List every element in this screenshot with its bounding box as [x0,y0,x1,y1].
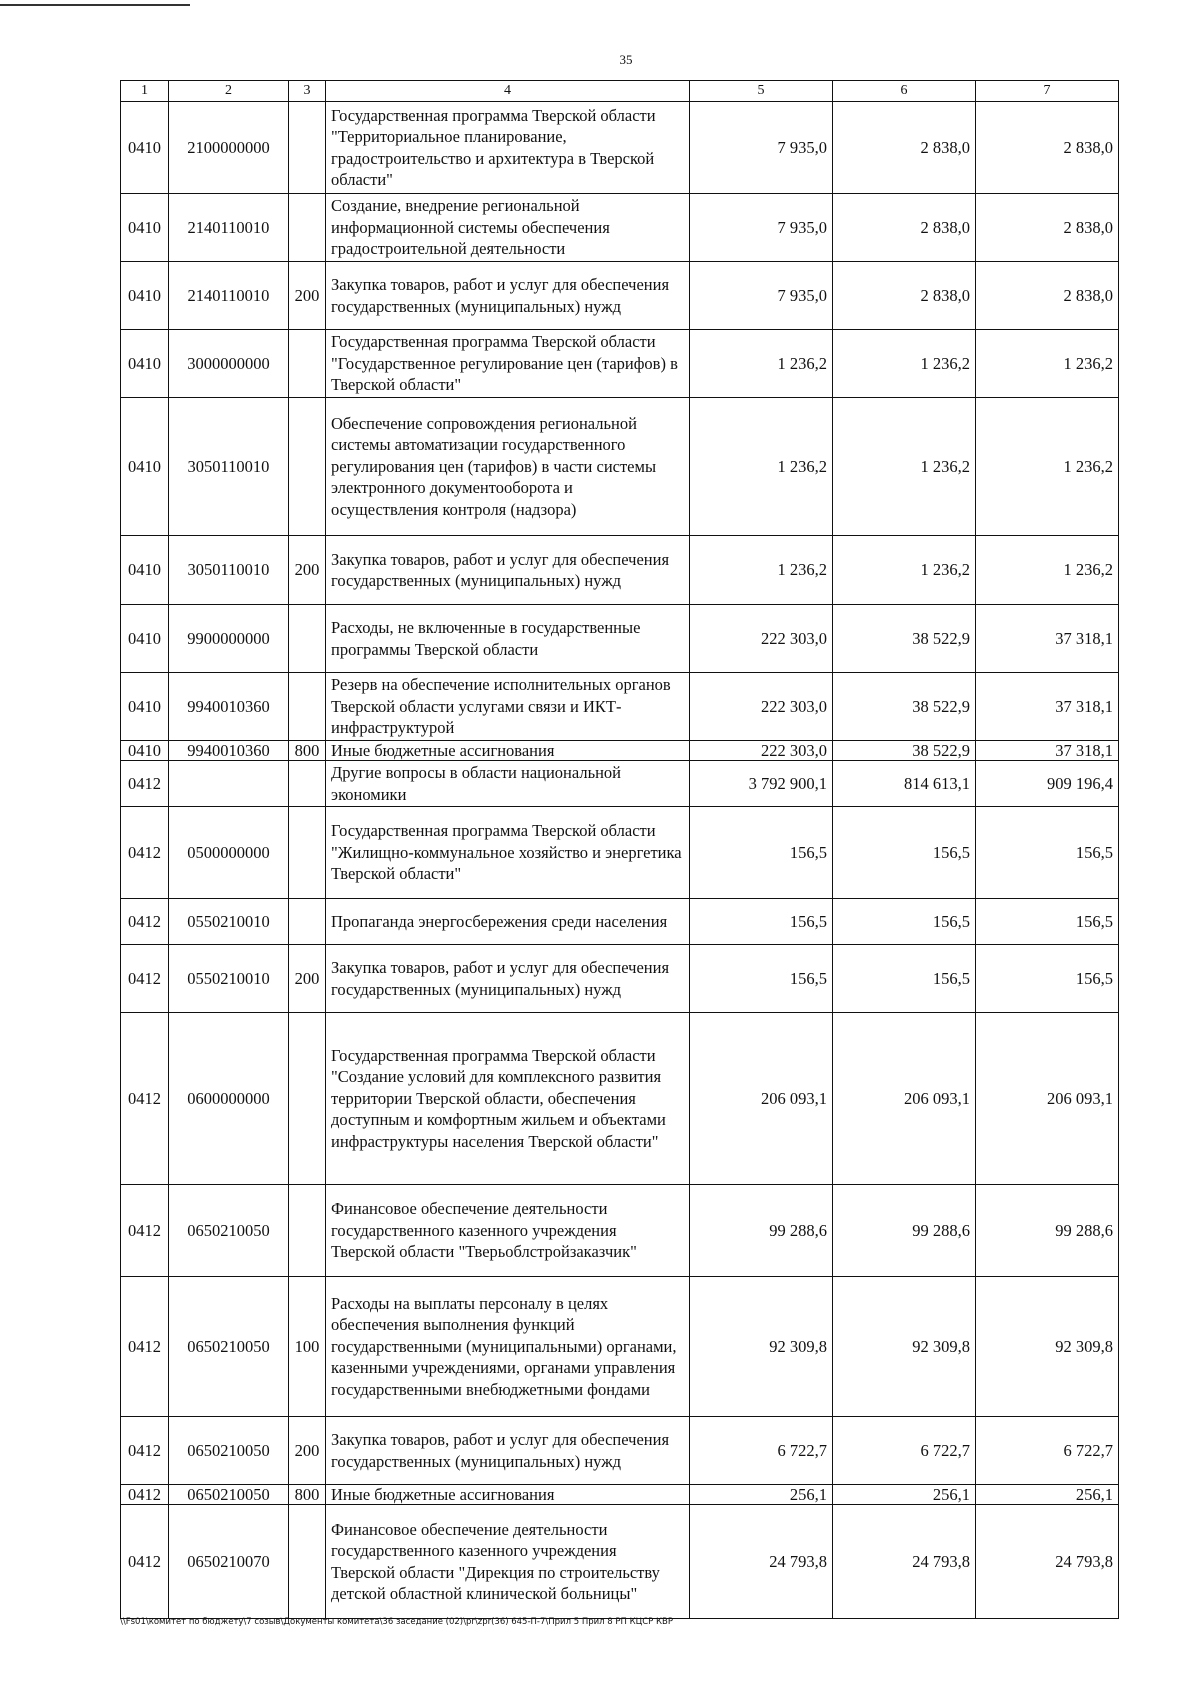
amount-year-1: 1 236,2 [690,536,833,605]
table-row [121,1417,1119,1485]
amount-year-1: 7 935,0 [690,262,833,330]
table-row [121,194,1119,262]
section-code: 0410 [121,536,169,605]
target-code: 2100000000 [169,102,289,194]
item-name: Создание, внедрение региональной информационной системы обеспечения градостроительной деятельности [326,194,690,262]
expense-type-code [289,330,326,398]
top-left-rule [0,4,190,6]
item-name: Финансовое обеспечение деятельности государственного казенного учреждения Тверской области "Тверьоблстройзаказчик" [326,1185,690,1277]
expense-type-code: 200 [289,1417,326,1485]
amount-year-3: 909 196,4 [976,761,1119,807]
page-number: 35 [619,52,633,67]
column-header: 4 [326,81,690,102]
amount-year-2: 256,1 [833,1485,976,1505]
expense-type-code: 800 [289,1485,326,1505]
amount-year-1: 6 722,7 [690,1417,833,1485]
table-row [121,1485,1119,1505]
amount-year-1: 1 236,2 [690,398,833,536]
column-header: 1 [121,81,169,102]
column-number-row [121,81,1119,102]
amount-year-3: 1 236,2 [976,536,1119,605]
table-row [121,330,1119,398]
amount-year-2: 99 288,6 [833,1185,976,1277]
amount-year-2: 1 236,2 [833,536,976,605]
item-name: Расходы на выплаты персоналу в целях обеспечения выполнения функций государственными (муниципальными) органами, казенными учреждениями, органами управления государственными внебюджетными фондами [326,1277,690,1417]
expense-type-code [289,761,326,807]
section-code: 0412 [121,1485,169,1505]
amount-year-1: 256,1 [690,1485,833,1505]
column-header: 5 [690,81,833,102]
amount-year-1: 222 303,0 [690,605,833,673]
amount-year-1: 7 935,0 [690,102,833,194]
item-name: Государственная программа Тверской области "Государственное регулирование цен (тарифов) в Тверской области" [326,330,690,398]
section-code: 0412 [121,1185,169,1277]
item-name: Другие вопросы в области национальной экономики [326,761,690,807]
table-row [121,1185,1119,1277]
item-name: Закупка товаров, работ и услуг для обеспечения государственных (муниципальных) нужд [326,536,690,605]
item-name: Расходы, не включенные в государственные программы Тверской области [326,605,690,673]
item-name: Иные бюджетные ассигнования [326,1485,690,1505]
table-row [121,1505,1119,1619]
target-code [169,761,289,807]
section-code: 0412 [121,1505,169,1619]
item-name: Резерв на обеспечение исполнительных органов Тверской области услугами связи и ИКТ-инфраструктурой [326,673,690,741]
amount-year-1: 156,5 [690,807,833,899]
table-row [121,741,1119,761]
column-header: 2 [169,81,289,102]
target-code: 0550210010 [169,899,289,945]
expense-type-code: 100 [289,1277,326,1417]
section-code: 0410 [121,741,169,761]
expense-type-code: 200 [289,536,326,605]
item-name: Государственная программа Тверской области "Жилищно-коммунальное хозяйство и энергетика Тверской области" [326,807,690,899]
amount-year-1: 206 093,1 [690,1013,833,1185]
section-code: 0412 [121,899,169,945]
target-code: 2140110010 [169,262,289,330]
amount-year-1: 222 303,0 [690,673,833,741]
amount-year-1: 222 303,0 [690,741,833,761]
amount-year-1: 1 236,2 [690,330,833,398]
table-row [121,102,1119,194]
table-row [121,673,1119,741]
amount-year-1: 99 288,6 [690,1185,833,1277]
item-name: Закупка товаров, работ и услуг для обеспечения государственных (муниципальных) нужд [326,945,690,1013]
amount-year-3: 2 838,0 [976,194,1119,262]
amount-year-3: 1 236,2 [976,398,1119,536]
amount-year-1: 24 793,8 [690,1505,833,1619]
amount-year-3: 156,5 [976,807,1119,899]
amount-year-3: 37 318,1 [976,673,1119,741]
section-code: 0410 [121,102,169,194]
item-name: Пропаганда энергосбережения среди населения [326,899,690,945]
amount-year-2: 2 838,0 [833,262,976,330]
table-row [121,761,1119,807]
amount-year-3: 2 838,0 [976,102,1119,194]
target-code: 9940010360 [169,741,289,761]
amount-year-1: 156,5 [690,945,833,1013]
table-row [121,807,1119,899]
amount-year-2: 2 838,0 [833,194,976,262]
item-name: Государственная программа Тверской области "Создание условий для комплексного развития территории Тверской области, обеспечения доступным и комфортным жильем и объектами инфраструктуры населения Тверской области" [326,1013,690,1185]
section-code: 0410 [121,398,169,536]
table-row [121,945,1119,1013]
file-path-footer: \\Fs01\комитет по бюджету\7 созыв\Документы комитета\36 заседание (02)\pr\zpr(36) 645-П-7\Прил 5 Прил 8 РП КЦСР КВР [120,1617,673,1627]
amount-year-2: 814 613,1 [833,761,976,807]
target-code: 0650210050 [169,1485,289,1505]
amount-year-3: 1 236,2 [976,330,1119,398]
amount-year-3: 256,1 [976,1485,1119,1505]
table-row [121,398,1119,536]
amount-year-2: 1 236,2 [833,330,976,398]
amount-year-2: 38 522,9 [833,605,976,673]
amount-year-2: 24 793,8 [833,1505,976,1619]
amount-year-3: 92 309,8 [976,1277,1119,1417]
column-header: 6 [833,81,976,102]
amount-year-3: 24 793,8 [976,1505,1119,1619]
amount-year-3: 2 838,0 [976,262,1119,330]
amount-year-1: 156,5 [690,899,833,945]
expense-type-code [289,899,326,945]
item-name: Иные бюджетные ассигнования [326,741,690,761]
target-code: 0600000000 [169,1013,289,1185]
item-name: Финансовое обеспечение деятельности государственного казенного учреждения Тверской области "Дирекция по строительству детской областной клинической больницы" [326,1505,690,1619]
amount-year-3: 156,5 [976,945,1119,1013]
target-code: 3050110010 [169,398,289,536]
section-code: 0410 [121,194,169,262]
amount-year-2: 156,5 [833,899,976,945]
amount-year-3: 37 318,1 [976,741,1119,761]
table-row [121,605,1119,673]
amount-year-3: 6 722,7 [976,1417,1119,1485]
target-code: 0650210050 [169,1185,289,1277]
target-code: 3050110010 [169,536,289,605]
item-name: Закупка товаров, работ и услуг для обеспечения государственных (муниципальных) нужд [326,262,690,330]
item-name: Обеспечение сопровождения региональной системы автоматизации государственного регулирования цен (тарифов) в части системы электронного документооборота и осуществления контроля (надзора) [326,398,690,536]
table-row [121,262,1119,330]
target-code: 0650210050 [169,1277,289,1417]
expense-type-code: 200 [289,262,326,330]
expense-type-code [289,605,326,673]
amount-year-2: 38 522,9 [833,673,976,741]
table-row [121,899,1119,945]
expense-type-code [289,1505,326,1619]
expense-type-code: 200 [289,945,326,1013]
amount-year-2: 156,5 [833,807,976,899]
amount-year-1: 3 792 900,1 [690,761,833,807]
section-code: 0410 [121,262,169,330]
table-row [121,536,1119,605]
section-code: 0410 [121,673,169,741]
amount-year-3: 99 288,6 [976,1185,1119,1277]
target-code: 0550210010 [169,945,289,1013]
amount-year-2: 1 236,2 [833,398,976,536]
amount-year-2: 156,5 [833,945,976,1013]
amount-year-2: 6 722,7 [833,1417,976,1485]
target-code: 9900000000 [169,605,289,673]
budget-table [120,80,1119,1619]
expense-type-code: 800 [289,741,326,761]
section-code: 0412 [121,1013,169,1185]
amount-year-3: 206 093,1 [976,1013,1119,1185]
amount-year-3: 37 318,1 [976,605,1119,673]
item-name: Государственная программа Тверской области "Территориальное планирование, градостроительство и архитектура в Тверской области" [326,102,690,194]
expense-type-code [289,1185,326,1277]
section-code: 0412 [121,1277,169,1417]
table-row [121,1277,1119,1417]
section-code: 0412 [121,761,169,807]
target-code: 0650210050 [169,1417,289,1485]
section-code: 0410 [121,605,169,673]
expense-type-code [289,673,326,741]
target-code: 3000000000 [169,330,289,398]
column-header: 3 [289,81,326,102]
target-code: 9940010360 [169,673,289,741]
target-code: 0500000000 [169,807,289,899]
amount-year-2: 2 838,0 [833,102,976,194]
item-name: Закупка товаров, работ и услуг для обеспечения государственных (муниципальных) нужд [326,1417,690,1485]
section-code: 0412 [121,807,169,899]
target-code: 0650210070 [169,1505,289,1619]
column-header: 7 [976,81,1119,102]
amount-year-3: 156,5 [976,899,1119,945]
expense-type-code [289,1013,326,1185]
expense-type-code [289,102,326,194]
table-row [121,1013,1119,1185]
amount-year-2: 92 309,8 [833,1277,976,1417]
expense-type-code [289,807,326,899]
amount-year-1: 92 309,8 [690,1277,833,1417]
expense-type-code [289,398,326,536]
amount-year-1: 7 935,0 [690,194,833,262]
section-code: 0410 [121,330,169,398]
section-code: 0412 [121,1417,169,1485]
expense-type-code [289,194,326,262]
target-code: 2140110010 [169,194,289,262]
amount-year-2: 206 093,1 [833,1013,976,1185]
amount-year-2: 38 522,9 [833,741,976,761]
section-code: 0412 [121,945,169,1013]
